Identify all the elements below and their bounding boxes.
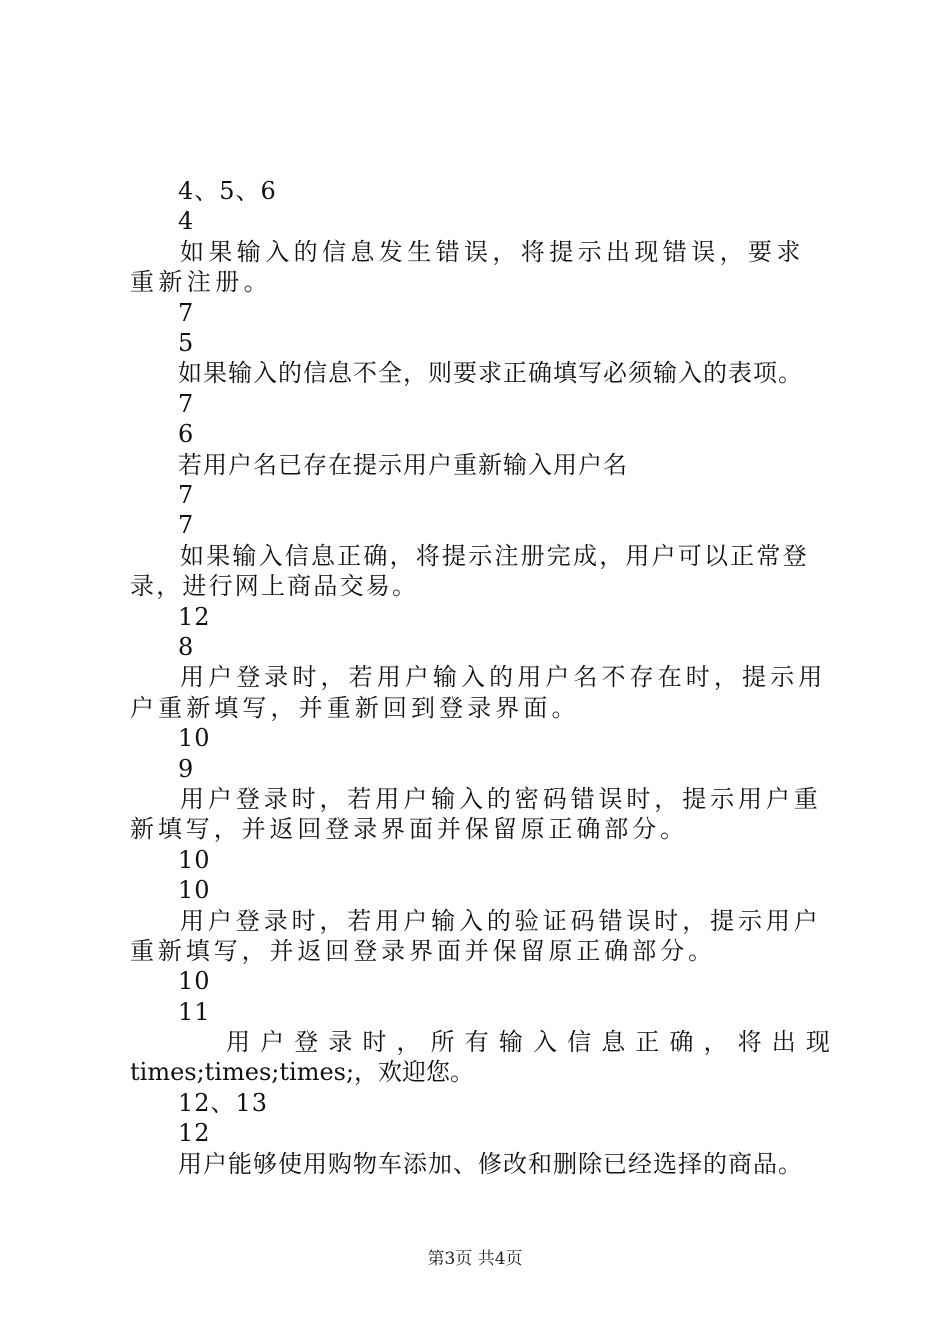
requirement-ref: 12、13	[178, 1088, 269, 1117]
requirement-text-tail: times;times;times;，欢迎您。	[130, 1058, 475, 1087]
requirement-number: 11	[178, 997, 211, 1026]
requirement-number: 7	[178, 511, 195, 540]
requirement-text: 如果输入的信息发生错误，将提示出现错误，要求重新注册。	[130, 237, 805, 297]
requirement-text: 如果输入信息正确，将提示注册完成，用户可以正常登录，进行网上商品交易。	[130, 541, 809, 601]
requirement-text-spread	[130, 1027, 830, 1057]
requirement-number: 9	[178, 754, 195, 783]
requirement-number: 5	[178, 328, 195, 357]
requirement-number: 10	[178, 876, 211, 905]
spread-char: 出	[771, 1028, 796, 1057]
spread-char: 正	[635, 1028, 660, 1057]
requirement-ref: 12	[178, 602, 211, 631]
requirement-ref: 7	[178, 389, 195, 418]
spread-char: 将	[737, 1028, 762, 1057]
spread-char: 现	[805, 1028, 830, 1057]
spread-char: 有	[464, 1028, 489, 1057]
spread-char: 入	[532, 1028, 557, 1057]
requirement-text: 用户能够使用购物车添加、修改和删除已经选择的商品。	[178, 1149, 803, 1178]
spread-char: ，	[703, 1028, 728, 1057]
requirement-number: 6	[178, 420, 195, 449]
requirement-text: 用户登录时，若用户输入的密码错误时，提示用户重新填写，并返回登录界面并保留原正确部分。	[130, 784, 822, 844]
requirement-text: 用户登录时，若用户输入的验证码错误时，提示用户重新填写，并返回登录界面并保留原正确部分。	[130, 906, 822, 965]
requirement-text: 如果输入的信息不全，则要求正确填写必须输入的表项。	[178, 359, 803, 388]
requirement-text: 若用户名已存在提示用户重新输入用户名	[178, 450, 628, 479]
requirement-ref: 7	[178, 480, 195, 509]
spread-char: 录	[328, 1028, 353, 1057]
spread-char: 信	[567, 1028, 592, 1057]
spread-char: 户	[260, 1028, 285, 1057]
requirement-text: 用户登录时，若用户输入的用户名不存在时，提示用户重新填写，并重新回到登录界面。	[130, 663, 827, 722]
requirement-ref: 10	[178, 724, 211, 753]
requirement-ref: 4、5、6	[178, 177, 277, 205]
requirement-ref: 10	[178, 967, 211, 996]
spread-char: 所	[430, 1028, 455, 1057]
requirement-ref: 7	[178, 298, 195, 327]
requirement-number: 8	[178, 632, 195, 661]
spread-char: 确	[669, 1028, 694, 1057]
spread-char: 用	[226, 1028, 250, 1057]
spread-char: 息	[601, 1028, 626, 1057]
spread-char: 输	[498, 1028, 523, 1057]
requirement-number: 12	[178, 1119, 211, 1148]
requirement-number: 4	[178, 207, 195, 236]
spread-char: 登	[294, 1028, 319, 1057]
page-footer: 第3页 共4页	[427, 1249, 523, 1269]
document-body	[130, 176, 830, 1179]
spread-char: ，	[396, 1028, 421, 1057]
spread-char: 时	[362, 1028, 387, 1057]
requirement-ref: 10	[178, 845, 211, 874]
